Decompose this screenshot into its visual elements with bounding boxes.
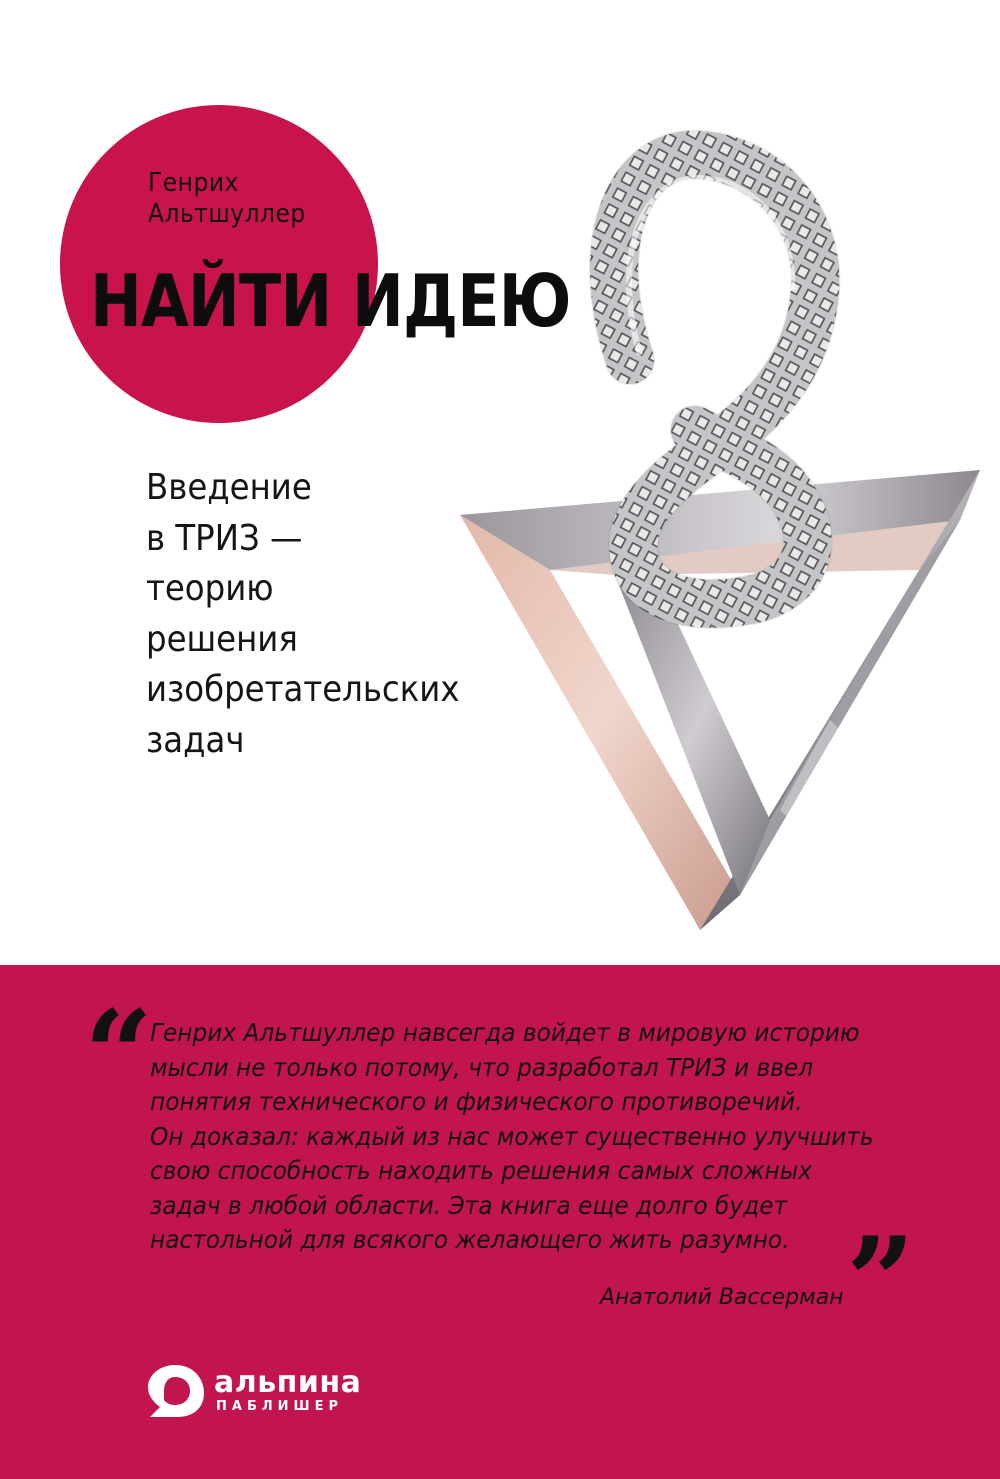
- subtitle-line: задач: [146, 719, 245, 761]
- open-quote-mark: “: [84, 984, 154, 1125]
- impossible-triangle-artwork: [440, 130, 1000, 960]
- book-author: [148, 168, 306, 230]
- quote-line: настольной для всякого желающего жить разумно.: [150, 1225, 790, 1254]
- book-subtitle: [146, 463, 460, 766]
- publisher-name: альпина: [214, 1365, 362, 1400]
- quote-line: задач в любой области. Эта книга еще долго будет: [150, 1190, 788, 1220]
- author-first-name: Генрих: [148, 168, 239, 198]
- book-title: НАЙТИ ИДЕЮ: [90, 259, 571, 343]
- subtitle-line: изобретательских: [146, 669, 460, 710]
- publisher-sub: ПАБЛИШЕР: [216, 1399, 343, 1414]
- subtitle-line: решения: [146, 618, 298, 660]
- close-quote-mark: ”: [846, 1211, 916, 1352]
- subtitle-line: Введение: [146, 467, 312, 508]
- quote-line: понятия технического и физического противоречий.: [150, 1087, 803, 1116]
- quote-text: [150, 1016, 874, 1258]
- author-last-name: Альтшуллер: [148, 199, 306, 229]
- quote-line: свою способность находить решения самых сложных: [150, 1156, 812, 1185]
- quote-line: Генрих Альтшуллер навсегда войдет в мировую историю: [150, 1018, 860, 1047]
- quote-line: Он доказал: каждый из нас может существенно улучшить: [150, 1121, 874, 1151]
- quote-line: мысли не только потому, что разработал ТРИЗ и ввел: [150, 1052, 814, 1082]
- alpina-logo-icon: [142, 1361, 208, 1421]
- quote-author: Анатолий Вассерман: [600, 1285, 844, 1310]
- subtitle-line: в ТРИЗ —: [146, 517, 303, 559]
- subtitle-line: теорию: [146, 568, 274, 609]
- publisher-logo: [142, 1355, 362, 1430]
